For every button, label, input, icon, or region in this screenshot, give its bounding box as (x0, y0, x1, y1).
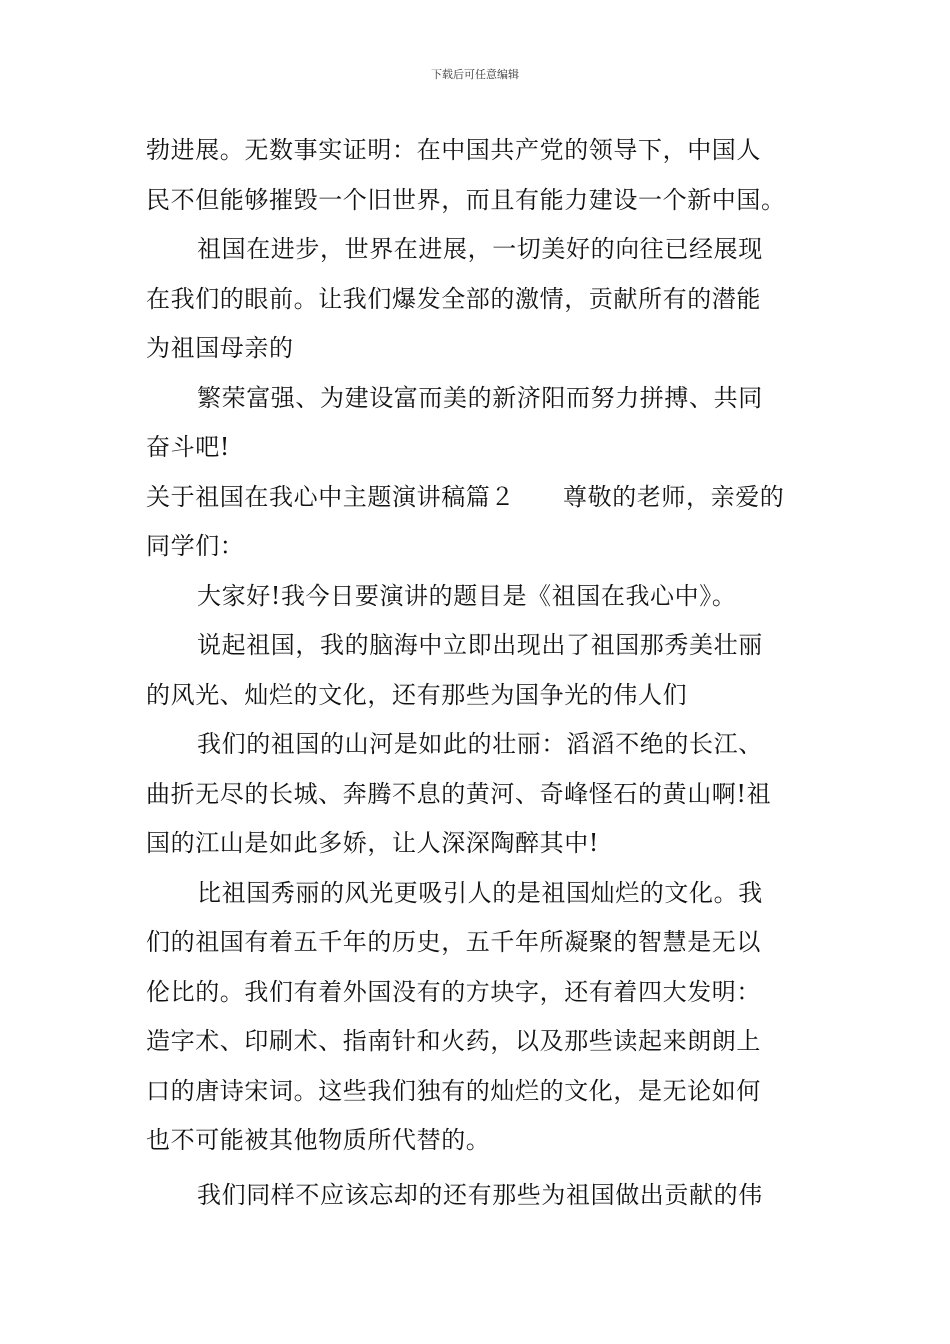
text-line: 同学们： (146, 532, 245, 560)
paragraph-first-line: 我们同样不应该忘却的还有那些为祖国做出贡献的伟 (197, 1181, 763, 1209)
paragraph-first-line: 大家好!我今日要演讲的题目是《祖国在我心中》。 (197, 582, 737, 610)
text-line: 国的江山是如此多娇，让人深深陶醉其中! (146, 829, 600, 857)
text-line: 的风光、灿烂的文化，还有那些为国争光的伟人们 (146, 681, 688, 709)
text-line: 造字术、印刷术、指南针和火药，以及那些读起来朗朗上 (146, 1027, 761, 1055)
paragraph-first-line: 祖国在进步，世界在进展，一切美好的向往已经展现 (197, 235, 763, 263)
page-header: 下载后可任意编辑 (431, 68, 519, 81)
salutation: 尊敬的老师，亲爱的 (563, 483, 785, 511)
text-line: 曲折无尽的长城、奔腾不息的黄河、奇峰怪石的黄山啊!祖 (146, 780, 772, 808)
paragraph-first-line: 我们的祖国的山河是如此的壮丽：滔滔不绝的长江、 (197, 730, 763, 758)
section-title: 关于祖国在我心中主题演讲稿篇２ (146, 483, 515, 511)
text-line: 们的祖国有着五千年的历史，五千年所凝聚的智慧是无以 (146, 928, 761, 956)
text-line: 奋斗吧! (146, 433, 231, 461)
paragraph-first-line: 说起祖国，我的脑海中立即出现出了祖国那秀美壮丽 (197, 631, 763, 659)
text-line: 伦比的。我们有着外国没有的方块字，还有着四大发明： (146, 978, 761, 1006)
paragraph-first-line: 繁荣富强、为建设富而美的新济阳而努力拼搏、共同 (197, 384, 763, 412)
section-heading-line (146, 482, 784, 512)
text-line: 也不可能被其他物质所代替的。 (146, 1126, 491, 1154)
text-line: 在我们的眼前。让我们爆发全部的激情，贡献所有的潜能 (146, 285, 761, 313)
text-line: 勃进展。无数事实证明：在中国共产党的领导下，中国人 (146, 136, 761, 164)
text-line: 民不但能够摧毁一个旧世界，而且有能力建设一个新中国。 (146, 186, 786, 214)
text-line: 为祖国母亲的 (146, 334, 294, 362)
paragraph-first-line: 比祖国秀丽的风光更吸引人的是祖国灿烂的文化。我 (197, 879, 763, 907)
text-line: 口的唐诗宋词。这些我们独有的灿烂的文化，是无论如何 (146, 1077, 761, 1105)
